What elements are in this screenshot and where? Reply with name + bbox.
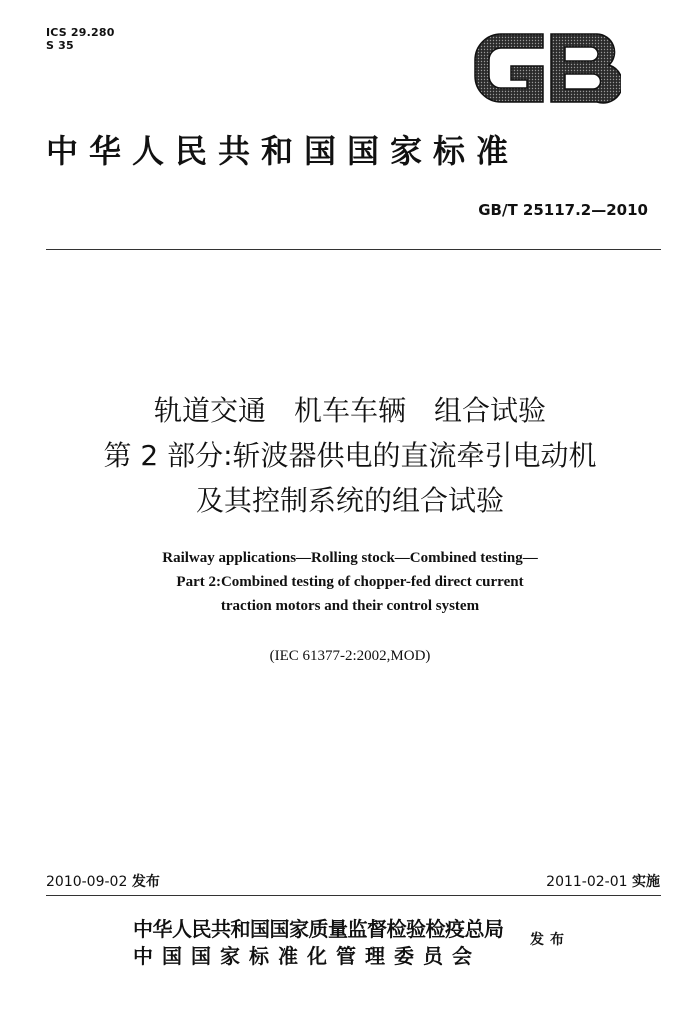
issuer-aqsiq: 中华人民共和国国家质量监督检验检疫总局	[133, 917, 504, 941]
issuer-sac: 中国国家标准化管理委员会	[133, 944, 481, 968]
issuing-authorities	[133, 916, 504, 970]
chinese-title-line-2: 第 2 部分:斩波器供电的直流牵引电动机	[103, 439, 597, 472]
publish-label: 发布	[530, 932, 570, 948]
implementation-date-label: 实施	[632, 874, 660, 890]
issue-date	[46, 873, 160, 891]
chinese-title	[0, 388, 700, 523]
english-title	[0, 546, 700, 618]
header-divider	[46, 249, 661, 250]
english-title-line-1: Railway applications—Rolling stock—Combined testing—	[162, 550, 538, 566]
implementation-date-value: 2011-02-01	[546, 874, 628, 890]
chinese-title-line-1: 轨道交通 机车车辆 组合试验	[153, 394, 546, 427]
national-standard-title: 中华人民共和国国家标准	[46, 132, 520, 170]
issue-date-value: 2010-09-02	[46, 874, 128, 890]
issue-date-label: 发布	[131, 874, 160, 890]
ics-code: ICS 29.280	[46, 26, 115, 39]
english-title-line-3: traction motors and their control system	[220, 598, 480, 614]
chinese-title-line-3: 及其控制系统的组合试验	[195, 484, 504, 517]
implementation-date	[546, 873, 660, 891]
standard-number: GB/T 25117.2—2010	[478, 201, 648, 219]
adoption-reference: (IEC 61377-2:2002,MOD)	[269, 648, 431, 664]
footer-divider	[46, 895, 661, 896]
english-title-line-2: Part 2:Combined testing of chopper-fed direct current	[176, 574, 524, 590]
gb-logo	[471, 30, 621, 106]
classification-codes	[46, 26, 115, 52]
class-code: S 35	[46, 39, 74, 52]
